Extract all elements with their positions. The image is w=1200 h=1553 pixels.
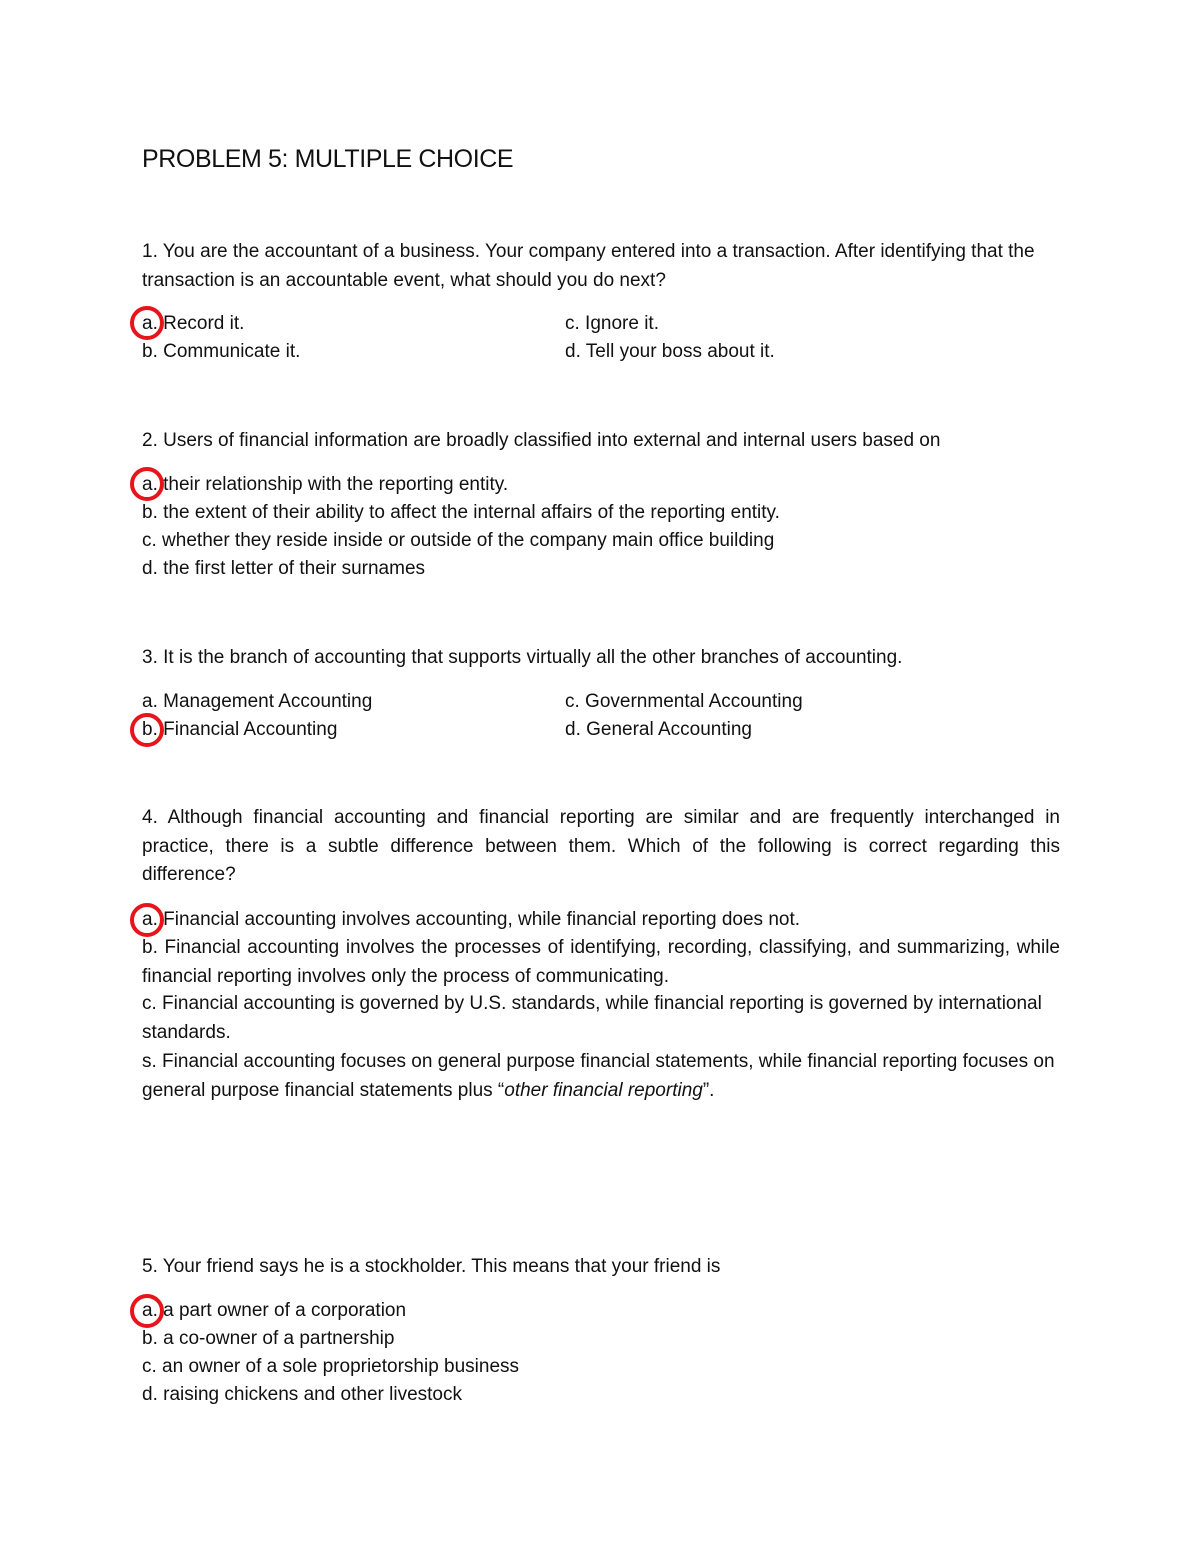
question-5-option-a[interactable]: a. a part owner of a corporation (142, 1300, 407, 1321)
question-5-option-b[interactable]: b. a co-owner of a partnership (142, 1328, 395, 1349)
question-2-option-d[interactable]: d. the first letter of their surnames (142, 558, 426, 579)
question-3-option-c[interactable]: c. Governmental Accounting (565, 691, 803, 712)
question-4-option-d-text: s. Financial accounting focuses on general purpose financial statements, while financial reporting focuses on general purpose financial statements plus “ (142, 1051, 1055, 1101)
question-4-option-d[interactable] (142, 1048, 1060, 1105)
question-4-option-d-italic: other financial reporting (504, 1079, 703, 1101)
question-5-stem: 5. Your friend says he is a stockholder. This means that your friend is (142, 1256, 721, 1277)
question-2-stem: 2. Users of financial information are broadly classified into external and internal users based on (142, 430, 941, 451)
question-1-option-a[interactable]: a. Record it. (142, 313, 245, 334)
question-5-option-d[interactable]: d. raising chickens and other livestock (142, 1384, 462, 1405)
question-4-option-c[interactable]: c. Financial accounting is governed by U.S. standards, while financial reporting is governed by international standards. (142, 993, 1042, 1043)
question-2-option-b[interactable]: b. the extent of their ability to affect the internal affairs of the reporting entity. (142, 502, 780, 523)
question-1-option-d[interactable]: d. Tell your boss about it. (565, 341, 775, 362)
question-4-option-b[interactable]: b. Financial accounting involves the processes of identifying, recording, classifying, and summarizing, while financial reporting involves only the process of communicating. (142, 937, 1060, 987)
question-1-option-b[interactable]: b. Communicate it. (142, 341, 301, 362)
question-1-stem: 1. You are the accountant of a business. Your company entered into a transaction. After identifying that the transaction is an accountable event, what should you do next? (142, 241, 1035, 291)
question-2-option-c[interactable]: c. whether they reside inside or outside of the company main office building (142, 530, 775, 551)
question-3-option-a[interactable]: a. Management Accounting (142, 691, 373, 712)
page-title: PROBLEM 5: MULTIPLE CHOICE (142, 145, 514, 173)
question-4-option-d-end: ”. (702, 1079, 715, 1101)
question-5-option-c[interactable]: c. an owner of a sole proprietorship business (142, 1356, 520, 1377)
question-1-option-c[interactable]: c. Ignore it. (565, 313, 659, 334)
question-3-stem: 3. It is the branch of accounting that supports virtually all the other branches of accounting. (142, 647, 903, 668)
question-4-stem: 4. Although financial accounting and financial reporting are similar and are frequently interchanged in practice, there is a subtle difference between them. Which of the following is correct regarding this difference? (142, 807, 1060, 885)
question-4-option-a[interactable]: a. Financial accounting involves accounting, while financial reporting does not. (142, 909, 801, 930)
question-3-option-b[interactable]: b. Financial Accounting (142, 719, 338, 740)
question-3-option-d[interactable]: d. General Accounting (565, 719, 752, 740)
question-2-option-a[interactable]: a. their relationship with the reporting entity. (142, 474, 509, 495)
